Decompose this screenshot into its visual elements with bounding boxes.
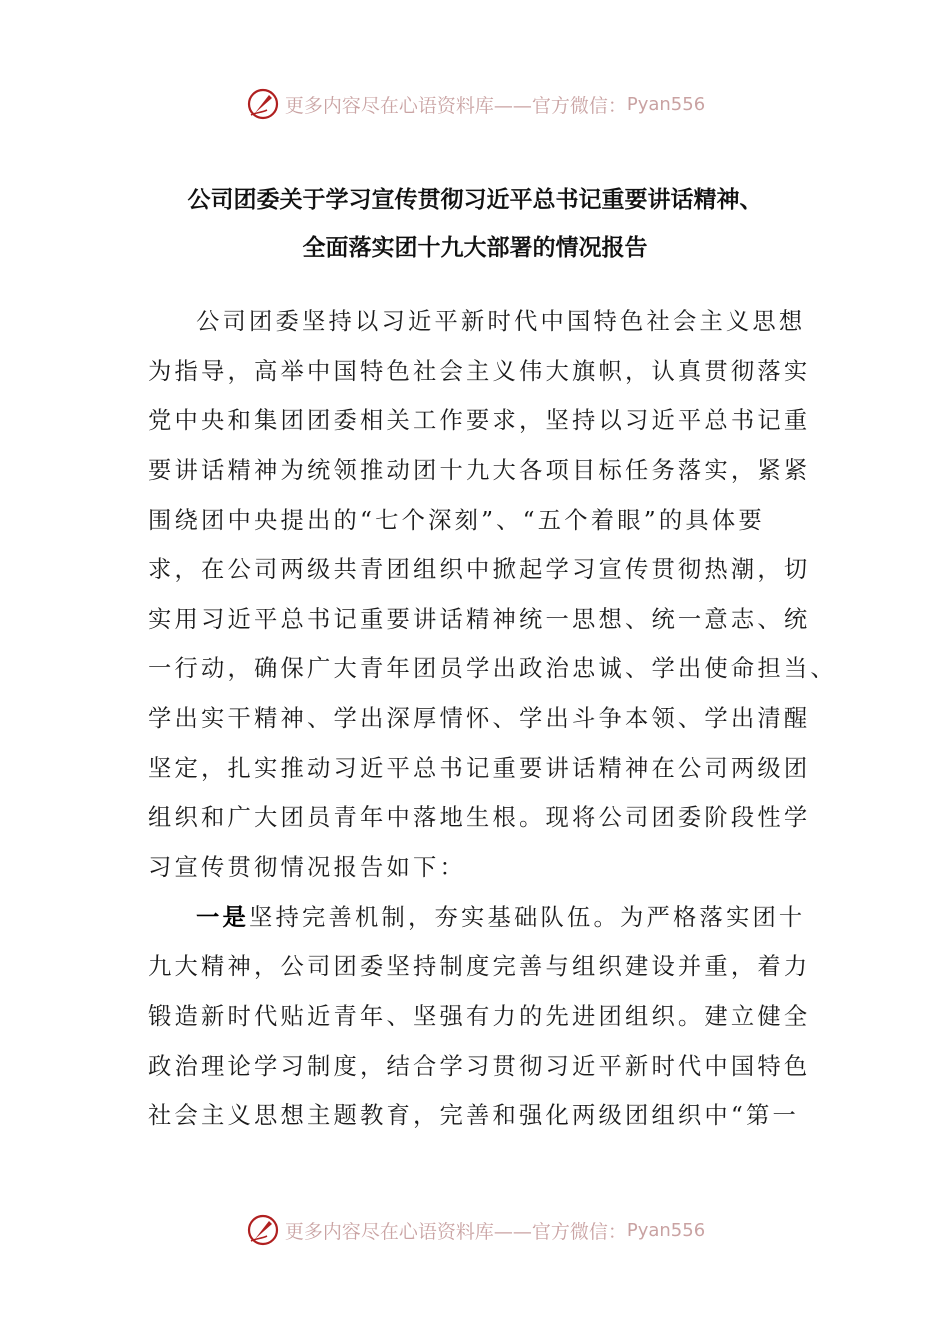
document-title-line-1: 公司团委关于学习宣传贯彻习近平总书记重要讲话精神、 — [187, 187, 763, 213]
paragraph-line: 为指导，高举中国特色社会主义伟大旗帜，认真贯彻落实 — [148, 358, 811, 385]
section-1-heading-text: 坚持完善机制，夯实基础队伍。为严格落实团十 — [249, 904, 806, 931]
paragraph-line: 围绕团中央提出的“七个深刻”、“五个着眼”的具体要 — [148, 507, 765, 534]
banner-wechat-id: Pyan556 — [626, 93, 706, 115]
paragraph-line: 社会主义思想主题教育，完善和强化两级团组织中“第一 — [148, 1102, 800, 1129]
banner-text: 更多内容尽在心语资料库——官方微信： — [284, 1220, 627, 1243]
paragraph-line: 锻造新时代贴近青年、坚强有力的先进团组织。建立健全 — [148, 1003, 811, 1030]
paragraph-line: 九大精神，公司团委坚持制度完善与组织建设并重，着力 — [148, 953, 811, 980]
paragraph-line: 求，在公司两级共青团组织中掀起学习宣传贯彻热潮，切 — [148, 556, 811, 583]
paragraph-line: 政治理论学习制度，结合学习贯彻习近平新时代中国特色 — [148, 1053, 811, 1080]
paragraph-line: 要讲话精神为统领推动团十九大各项目标任务落实，紧紧 — [148, 457, 811, 484]
paragraph-line: 一行动，确保广大青年团员学出政治忠诚、学出使命担当、 — [148, 655, 837, 682]
paragraph-line: 学出实干精神、学出深厚情怀、学出斗争本领、学出清醒 — [148, 705, 811, 732]
quill-pen-icon — [245, 1212, 281, 1248]
paragraph-line: 组织和广大团员青年中落地生根。现将公司团委阶段性学 — [148, 804, 811, 831]
section-1-lead: 一是 — [196, 904, 249, 931]
section-1-first-line — [196, 905, 805, 931]
footer-watermark-banner — [0, 1210, 950, 1250]
header-watermark-banner — [0, 84, 950, 124]
banner-text: 更多内容尽在心语资料库——官方微信： — [284, 94, 627, 117]
paragraph-line: 实用习近平总书记重要讲话精神统一思想、统一意志、统 — [148, 606, 811, 633]
banner-wechat-id: Pyan556 — [626, 1219, 706, 1241]
paragraph-line: 习宣传贯彻情况报告如下： — [148, 854, 466, 881]
paragraph-line: 公司团委坚持以习近平新时代中国特色社会主义思想 — [196, 308, 806, 335]
paragraph-line: 坚定，扎实推动习近平总书记重要讲话精神在公司两级团 — [148, 755, 811, 782]
paragraph-line: 党中央和集团团委相关工作要求，坚持以习近平总书记重 — [148, 407, 811, 434]
quill-pen-icon — [245, 86, 281, 122]
document-title-line-2: 全面落实团十九大部署的情况报告 — [302, 235, 648, 261]
